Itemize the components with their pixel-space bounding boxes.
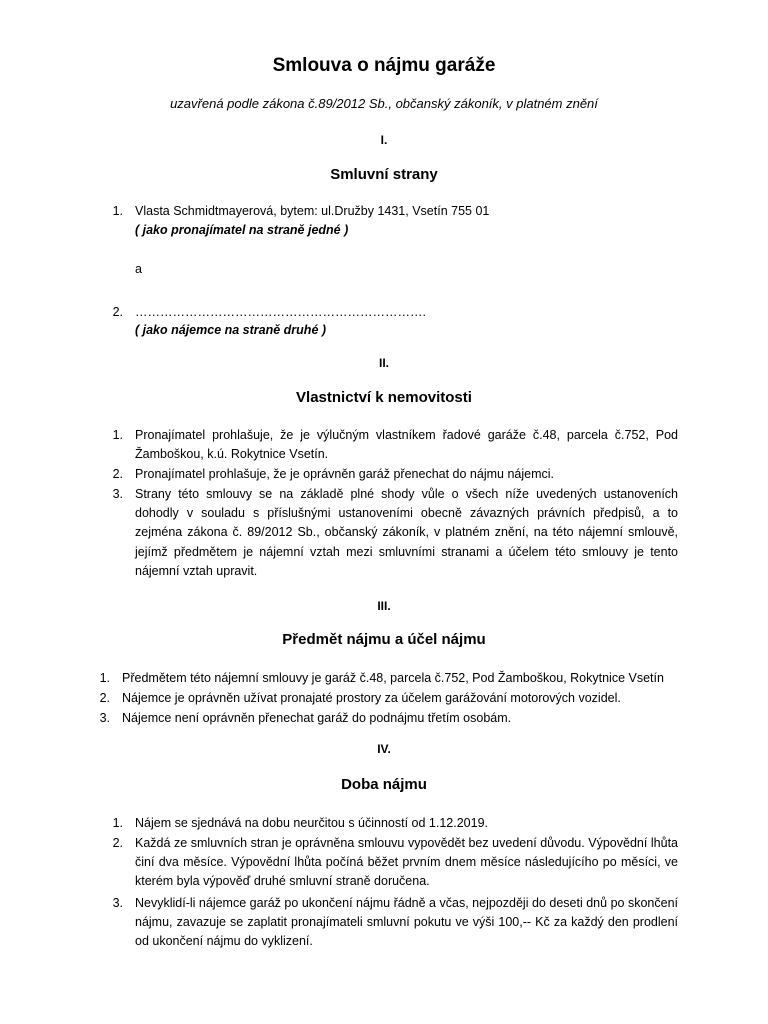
section-2-item-2-number: 2. (112, 467, 123, 481)
section-2-item-1-text: Pronajímatel prohlašuje, že je výlučným vlastníkem řadové garáže č.48, parcela č.752, Pod Žamboškou, k.ú. Rokytnice Vsetín. (135, 428, 678, 462)
section-3-item-1-text: Předmětem této nájemní smlouvy je garáž č.48, parcela č.752, Pod Žamboškou, Rokytnice Vsetín (122, 671, 664, 685)
section-1-number: I. (380, 133, 388, 147)
document-subtitle: uzavřená podle zákona č.89/2012 Sb., občanský zákoník, v platném znění (170, 96, 598, 111)
section-3-item-3-number: 3. (99, 711, 110, 725)
section-4-item-1-number: 1. (112, 816, 123, 830)
section-4-item-2-text: Každá ze smluvních stran je oprávněna smlouvu vypovědět bez uvedení důvodu. Výpovědní lhůta činí dva měsíce. Výpovědní lhůta počíná běžet prvním dnem měsíce následujícího po měsíci, ve kterém byla výpověď druhé smluvní straně doručena. (135, 836, 678, 889)
section-4-item-3-number: 3. (112, 896, 123, 910)
section-2-item-1-number: 1. (112, 428, 123, 442)
section-3-item-2-number: 2. (99, 691, 110, 705)
party-1-number: 1. (112, 204, 123, 218)
section-2-heading: Vlastnictví k nemovitosti (296, 389, 472, 406)
section-1-heading: Smluvní strany (330, 166, 438, 183)
section-2-number: II. (378, 356, 389, 370)
section-3-heading: Předmět nájmu a účel nájmu (282, 631, 486, 648)
section-3-item-2-text: Nájemce je oprávněn užívat pronajaté prostory za účelem garážování motorových vozidel. (122, 691, 621, 705)
section-3-item-3-text: Nájemce není oprávněn přenechat garáž do podnájmu třetím osobám. (122, 711, 512, 725)
section-3-number: III. (377, 599, 391, 613)
party-2-text: ……………………………………………………………. (135, 305, 426, 319)
party-1-role: ( jako pronajímatel na straně jedné ) (135, 223, 349, 237)
section-4-item-2-number: 2. (112, 836, 123, 850)
section-2-item-3-number: 3. (112, 487, 123, 501)
party-2-role: ( jako nájemce na straně druhé ) (135, 323, 327, 337)
section-4-heading: Doba nájmu (341, 776, 427, 793)
document-title: Smlouva o nájmu garáže (272, 55, 496, 76)
section-4-number: IV. (377, 742, 391, 756)
section-3-item-1-number: 1. (99, 671, 110, 685)
section-4-item-3-text: Nevyklidí-li nájemce garáž po ukončení nájmu řádně a včas, nejpozději do deseti dnů po skončení nájmu, zavazuje se zaplatit pronajímateli smluvní pokutu ve výši 100,-- Kč za každý den prodlení od ukončení nájmu do vyklizení. (135, 896, 678, 949)
party-1-text: Vlasta Schmidtmayerová, bytem: ul.Družby 1431, Vsetín 755 01 (135, 204, 490, 218)
party-2-number: 2. (112, 305, 123, 319)
conjunction-text: a (135, 262, 142, 276)
section-2-item-3-text: Strany této smlouvy se na základě plné shody vůle o všech níže uvedených ustanoveních dohodly v souladu s příslušnými ustanoveními obecně závazných právních předpisů, a to zejména zákona č. 89/2012 Sb., občanský zákoník, v platném znění, na této nájemní smlouvě, jejímž předmětem je nájemní vztah mezi smluvními stranami a účelem této smlouvy je tento nájemní vztah upravit. (135, 487, 678, 578)
section-2-item-2-text: Pronajímatel prohlašuje, že je oprávněn garáž přenechat do nájmu nájemci. (135, 467, 554, 481)
section-4-item-1-text: Nájem se sjednává na dobu neurčitou s účinností od 1.12.2019. (135, 816, 489, 830)
